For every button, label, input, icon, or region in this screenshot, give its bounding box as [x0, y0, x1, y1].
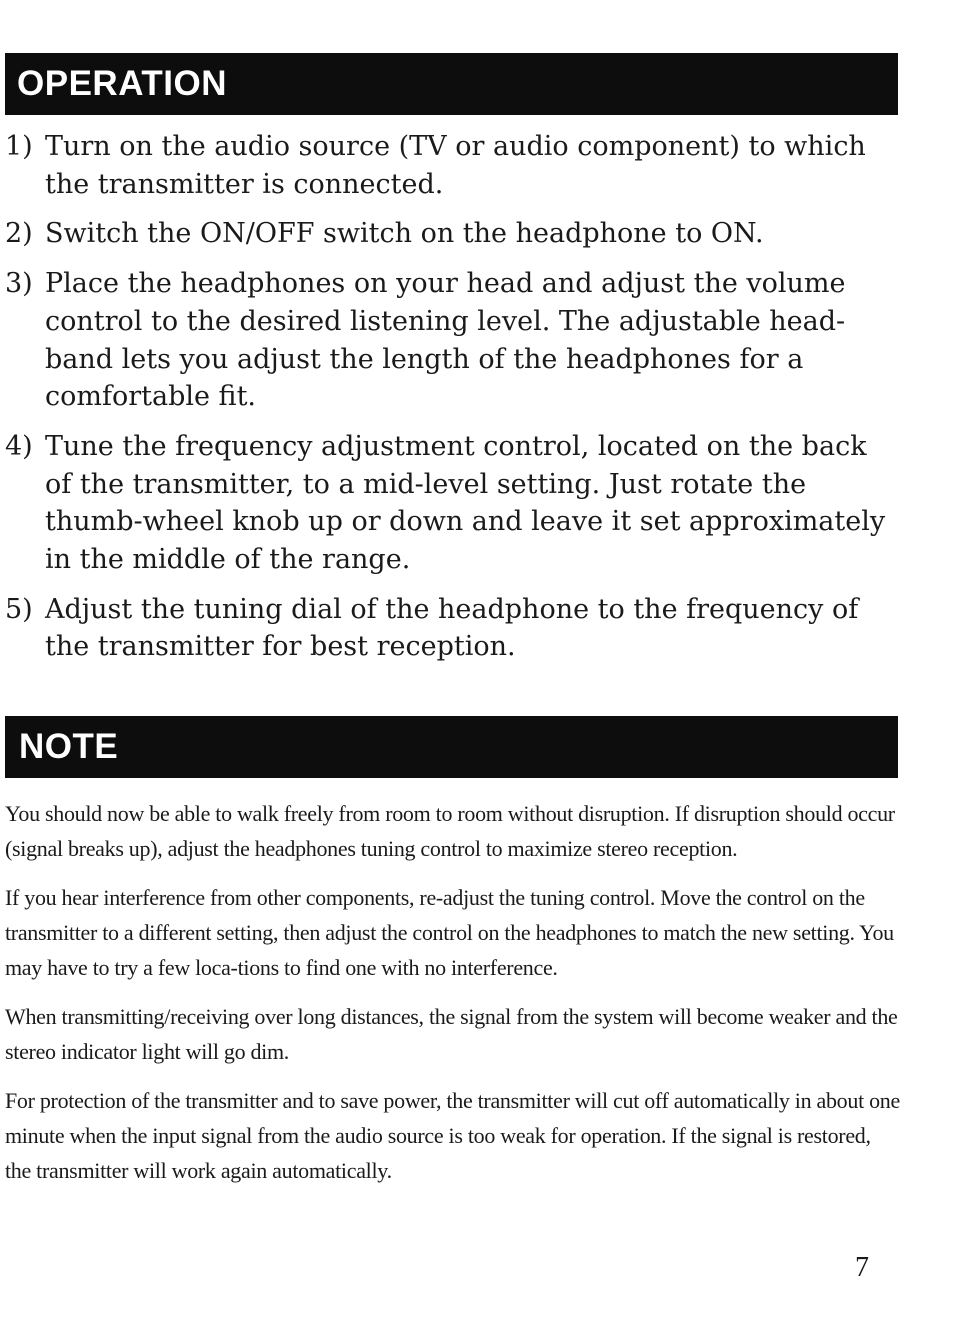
- operation-step: [0, 128, 900, 203]
- operation-step: [0, 215, 900, 253]
- operation-heading: OPERATION: [5, 53, 898, 115]
- step-number: 2): [5, 218, 33, 250]
- step-text: Adjust the tuning dial of the headphone to the frequency of the transmitter for best reception.: [45, 593, 859, 663]
- note-paragraph: For protection of the transmitter and to save power, the transmitter will cut off automatically in about one minute when the input signal from the audio source is too weak for operation. If the signal is restored, the transmitter will work again automatically.: [5, 1088, 900, 1183]
- note-paragraph: If you hear interference from other components, re-adjust the tuning control. Move the control on the transmitter to a different setting, then adjust the control on the headphones to match the new setting. You may have to try a few loca-tions to find one with no interference.: [5, 885, 894, 980]
- step-text: Tune the frequency adjustment control, located on the back of the transmitter, to a mid-level setting. Just rotate the thumb-wheel knob up or down and leave it set approximately in the middle of the range.: [45, 430, 886, 576]
- operation-steps: [0, 128, 900, 678]
- page-number: 7: [855, 1252, 869, 1283]
- note-paragraph: When transmitting/receiving over long distances, the signal from the system will become weaker and the stereo indicator light will go dim.: [5, 1004, 898, 1064]
- step-number: 4): [5, 430, 33, 462]
- step-number: 3): [5, 268, 33, 300]
- note-paragraph: You should now be able to walk freely from room to room without disruption. If disruption should occur (signal breaks up), adjust the headphones tuning control to maximize stereo reception.: [5, 801, 895, 861]
- operation-step: [0, 265, 900, 416]
- step-number: 1): [5, 131, 33, 162]
- step-text: Turn on the audio source (TV or audio component) to which the transmitter is connected.: [45, 131, 866, 200]
- note-body: [5, 796, 900, 1202]
- operation-step: [0, 591, 900, 666]
- operation-step: [0, 428, 900, 579]
- step-text: Switch the ON/OFF switch on the headphone to ON.: [45, 218, 764, 250]
- step-text: Place the headphones on your head and adjust the volume control to the desired listening level. The adjustable head-band lets you adjust the length of the headphones for a comfortable fit.: [45, 268, 846, 413]
- note-heading: NOTE: [5, 716, 898, 778]
- step-number: 5): [5, 593, 33, 625]
